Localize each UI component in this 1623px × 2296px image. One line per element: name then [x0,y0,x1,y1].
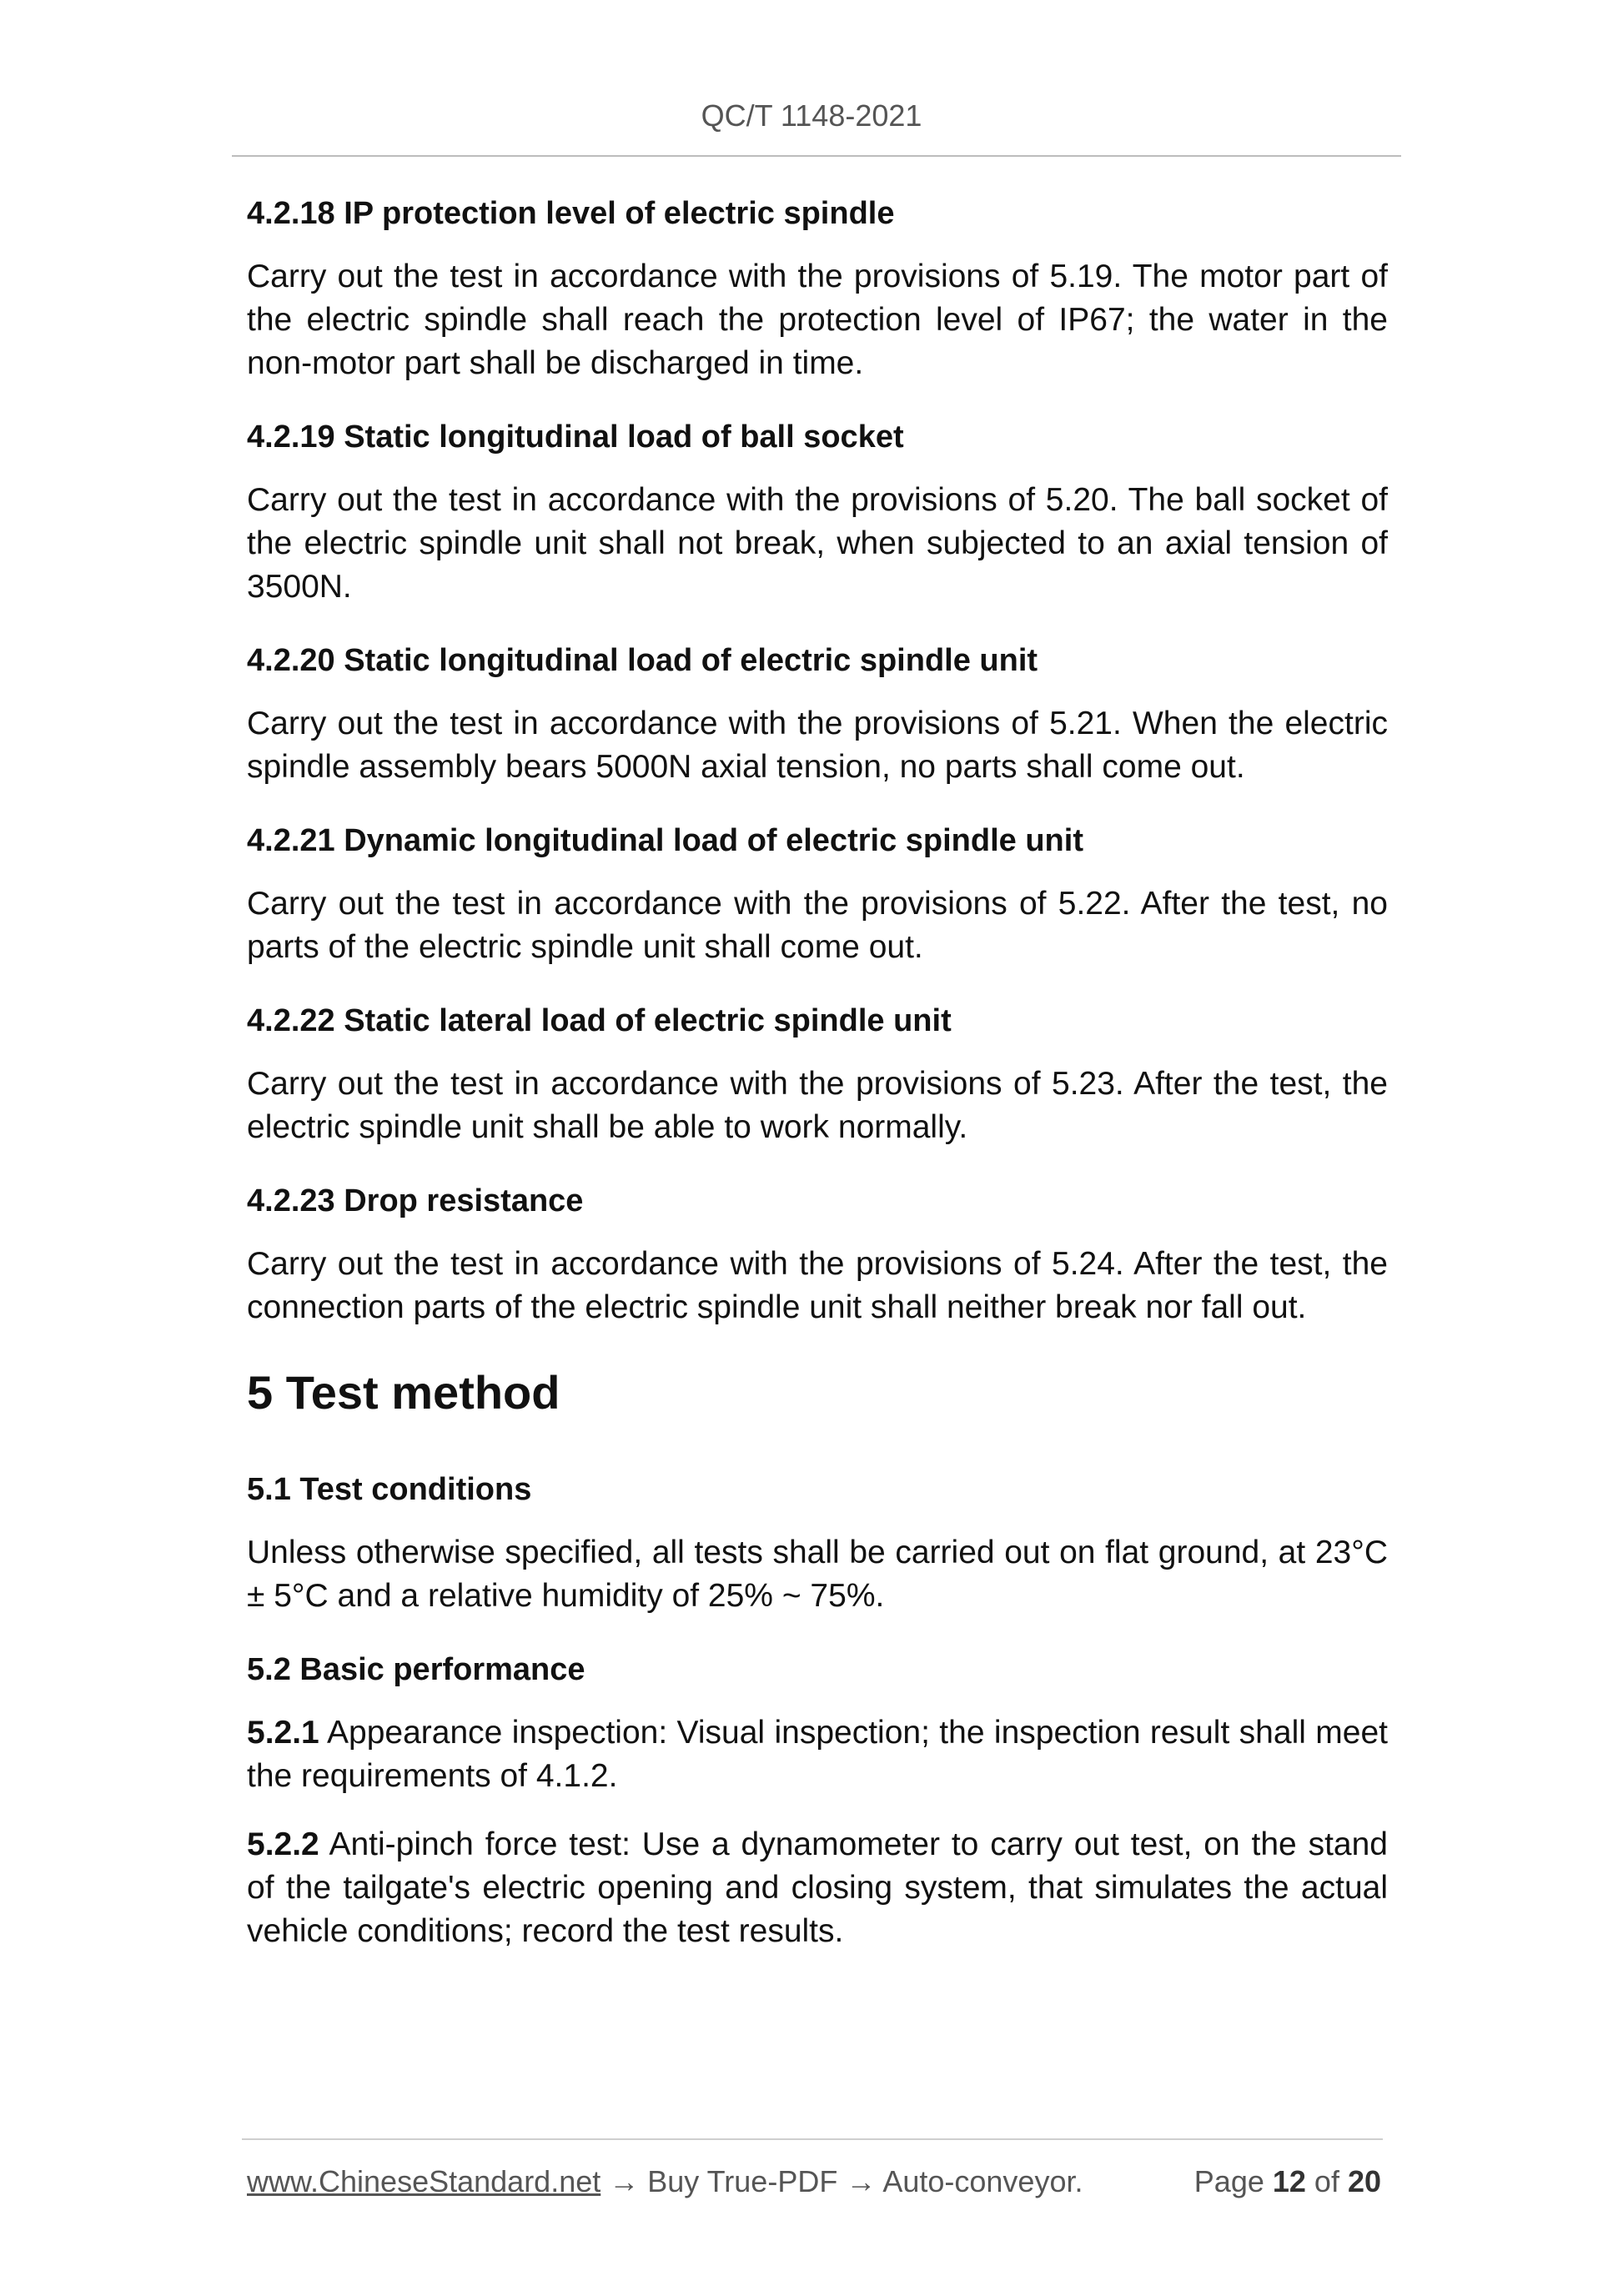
clause-text-5-2-2: Anti-pinch force test: Use a dynamometer to carry out test, on the stand of the tailgate's electric opening and closing system, that simulates the actual vehicle conditions; record the test results. [247,1826,1388,1949]
chapter-title: 5 Test method [247,1366,560,1419]
section-heading-4-2-19: 4.2.19 Static longitudinal load of ball socket [247,420,904,455]
footer-divider [242,2138,1383,2140]
section-heading-4-2-23: 4.2.23 Drop resistance [247,1183,584,1218]
section-heading-5-1: 5.1 Test conditions [247,1472,532,1507]
section-heading-4-2-22: 4.2.22 Static lateral load of electric spindle unit [247,1003,952,1038]
section-body-4-2-23: Carry out the test in accordance with the provisions of 5.24. After the test, the connection parts of the electric spindle unit shall neither break nor fall out. [247,1246,1388,1325]
clause-5-2-1 [247,1711,1388,1798]
page-total: 20 [1347,2164,1381,2198]
page-number: 12 [1272,2164,1306,2198]
clause-5-2-2 [247,1823,1388,1953]
clause-label-5-2-2: 5.2.2 [247,1826,319,1862]
section-body-4-2-18: Carry out the test in accordance with the provisions of 5.19. The motor part of the electric spindle shall reach the protection level of IP67; the water in the non-motor part shall be discharged in time. [247,259,1388,381]
clause-label-5-2-1: 5.2.1 [247,1715,319,1751]
section-body-4-2-22: Carry out the test in accordance with the provisions of 5.23. After the test, the electric spindle unit shall be able to work normally. [247,1066,1388,1145]
header-standard-number: QC/T 1148-2021 [701,98,922,133]
of-word: of [1305,2164,1348,2198]
section-body-5-1: Unless otherwise specified, all tests shall be carried out on flat ground, at 23°C ± 5°C and a relative humidity of 25% ~ 75%. [247,1535,1388,1614]
header-divider [232,155,1401,157]
clause-text-5-2-1: Appearance inspection: Visual inspection; the inspection result shall meet the requirements of 4.1.2. [247,1715,1388,1794]
footer-trail: → Buy True-PDF → Auto-conveyor. [600,2164,1083,2198]
section-heading-5-2: 5.2 Basic performance [247,1652,585,1687]
section-heading-4-2-21: 4.2.21 Dynamic longitudinal load of electric spindle unit [247,823,1083,858]
section-body-4-2-20: Carry out the test in accordance with the provisions of 5.21. When the electric spindle assembly bears 5000N axial tension, no parts shall come out. [247,706,1388,785]
page-content [247,187,1388,1978]
page-word: Page [1193,2164,1273,2198]
section-heading-4-2-20: 4.2.20 Static longitudinal load of electric spindle unit [247,643,1038,678]
section-heading-4-2-18: 4.2.18 IP protection level of electric spindle [247,196,895,231]
website-link[interactable]: www.ChineseStandard.net [247,2164,601,2198]
page-indicator [1194,2162,1381,2202]
footer [247,2162,1381,2202]
section-body-4-2-19: Carry out the test in accordance with the provisions of 5.20. The ball socket of the electric spindle unit shall not break, when subjected to an axial tension of 3500N. [247,482,1388,605]
section-body-4-2-21: Carry out the test in accordance with the provisions of 5.22. After the test, no parts of the electric spindle unit shall come out. [247,886,1388,965]
